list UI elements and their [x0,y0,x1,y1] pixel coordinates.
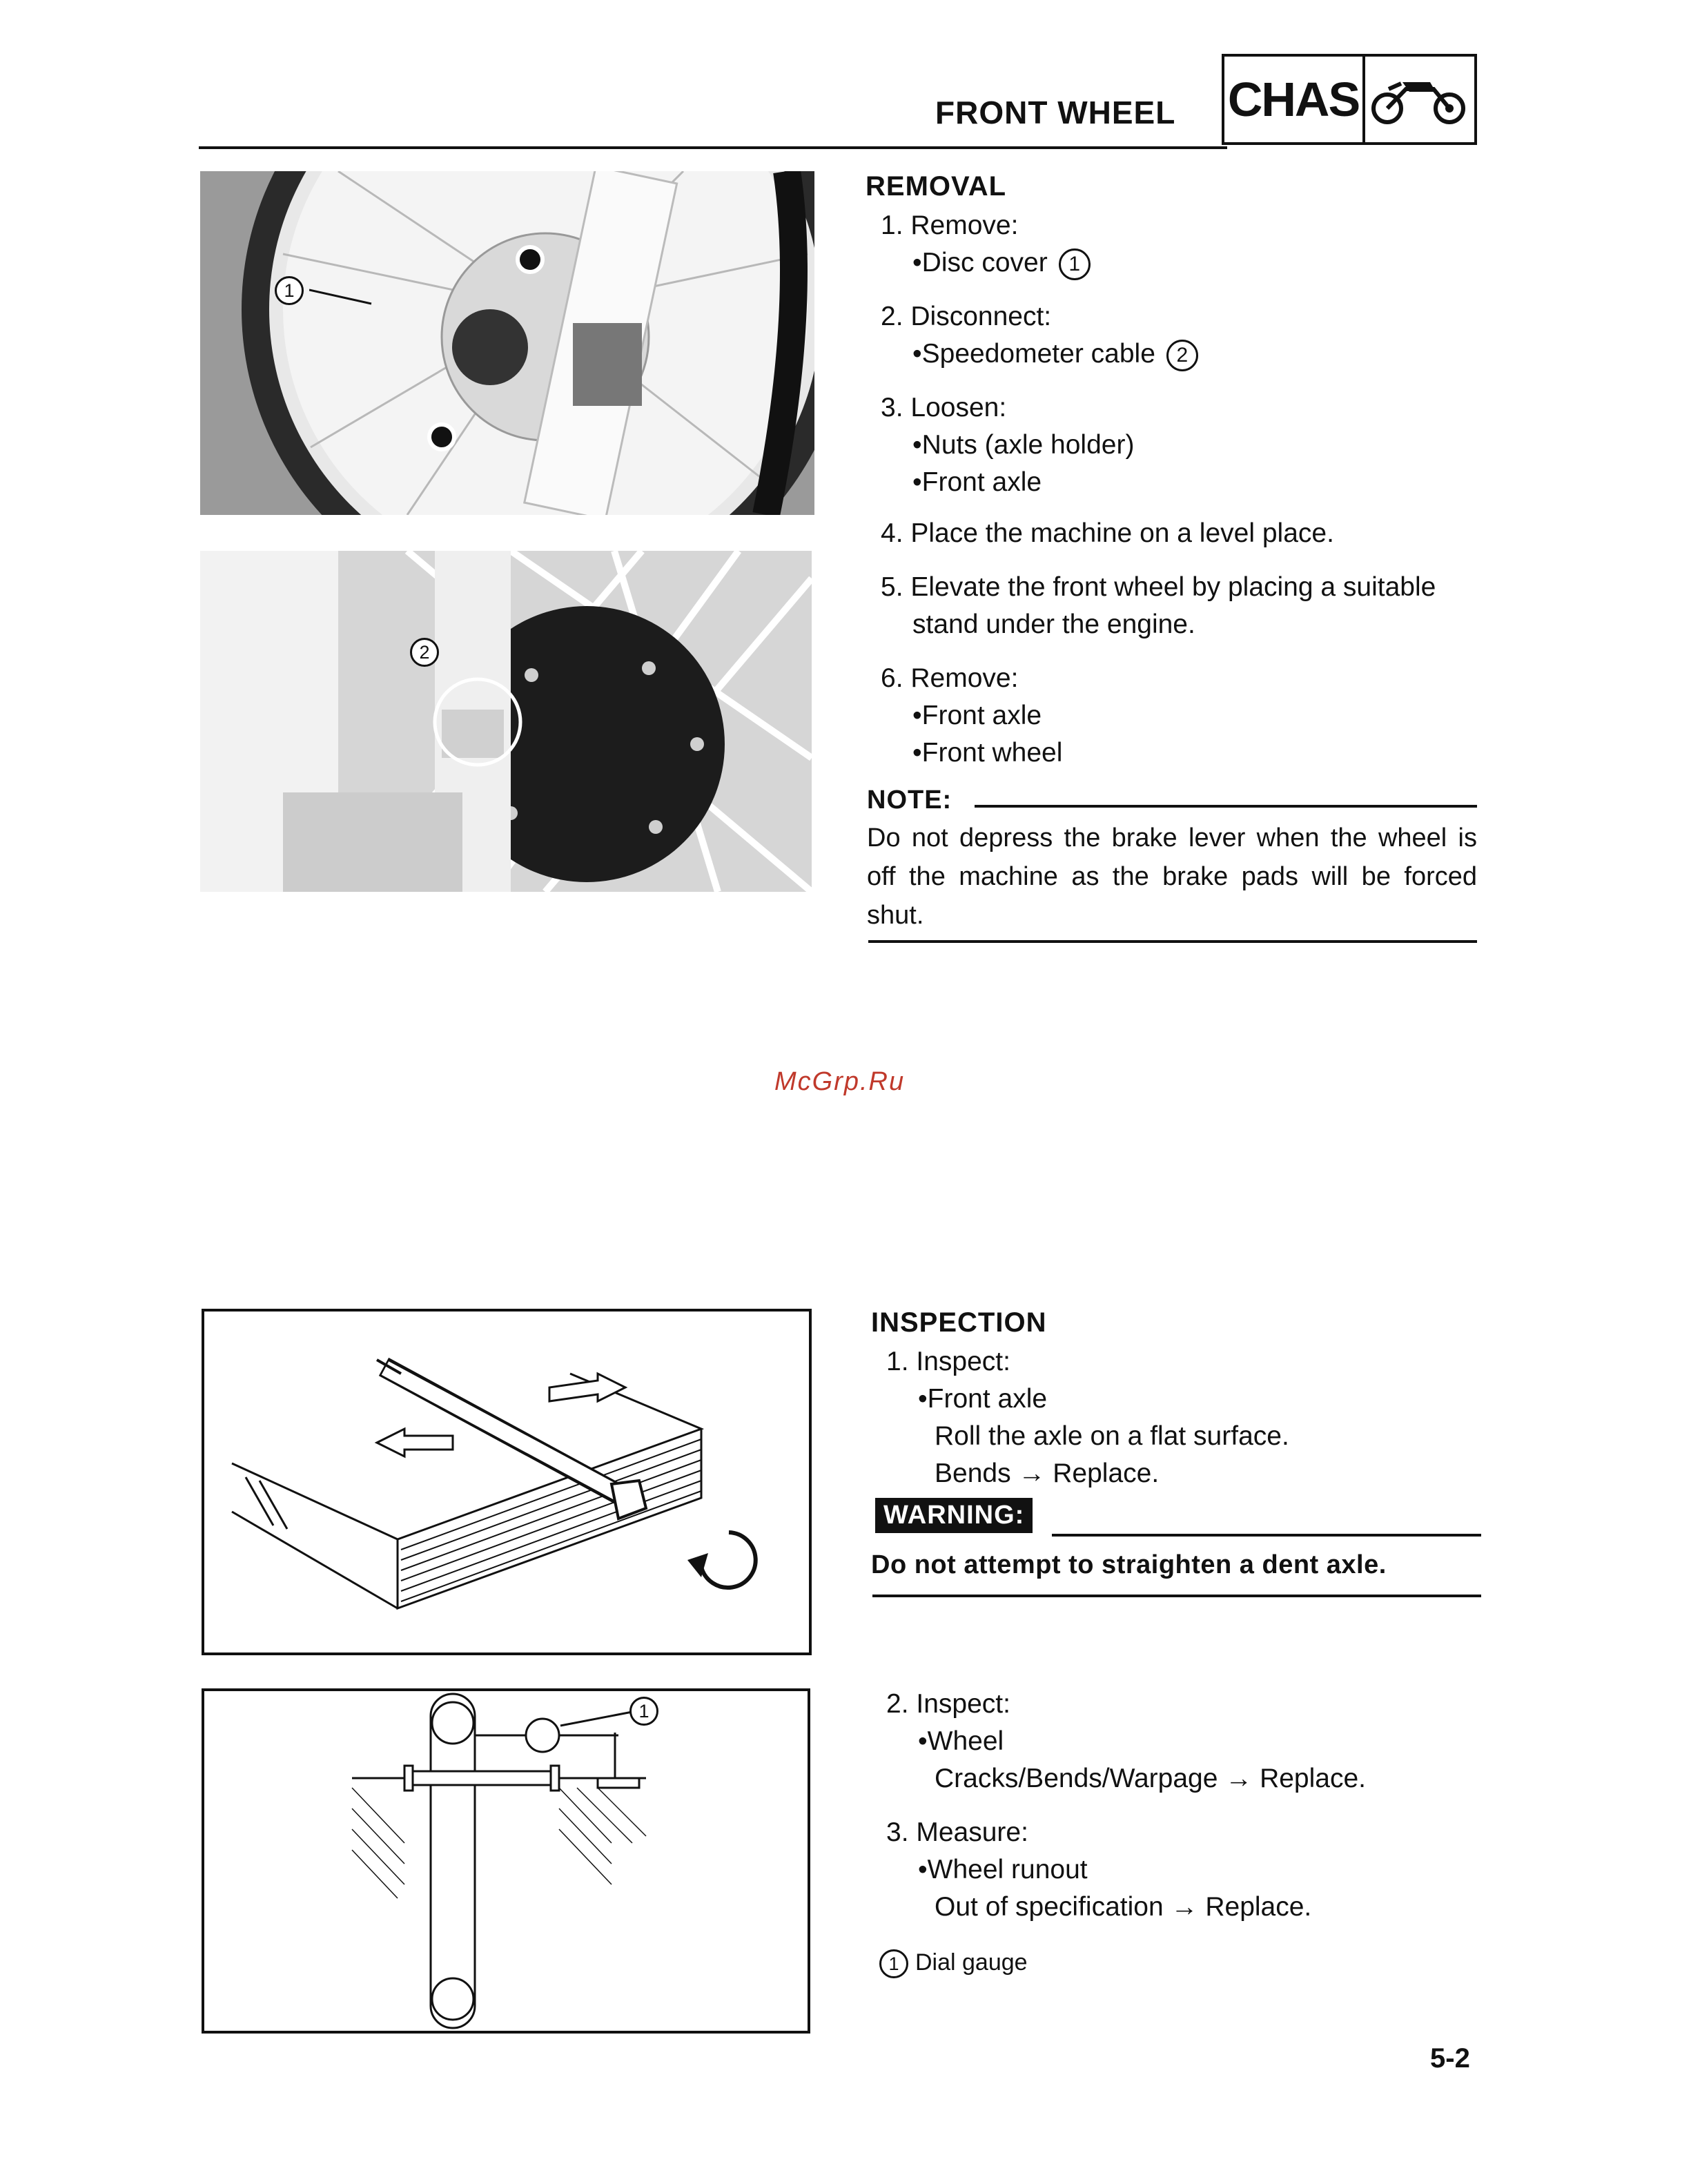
removal-step-4: 4. Place the machine on a level place. [881,518,1334,548]
photo-callout-1: 1 [275,276,311,305]
inspection-step-1-line1: Roll the axle on a flat surface. [935,1421,1289,1451]
callout-leader [309,282,378,309]
motorcycle-icon [1365,57,1474,142]
inspection-step-1: 1. Inspect: [886,1347,1010,1376]
section-label: CHAS [1224,57,1365,142]
watermark: McGrp.Ru [774,1067,906,1096]
note-label: NOTE: [867,786,952,815]
inspection-step-3-line: Out of specification → Replace. [935,1892,1312,1922]
inspection-step-3-item: •Wheel runout [918,1855,1088,1884]
page-number: 5-2 [1430,2043,1470,2074]
removal-step-5: 5. Elevate the front wheel by placing a suitable [881,572,1436,602]
removal-step-2: 2. Disconnect: [881,302,1052,331]
removal-step-3: 3. Loosen: [881,393,1007,422]
wheel-runout-diagram [202,1688,810,2034]
dial-callout-1: 1 [629,1697,665,1726]
inspection-heading: INSPECTION [871,1307,1047,1338]
note-rule-top [975,805,1477,808]
header-rule [199,146,1227,149]
section-badge [1222,54,1477,145]
removal-step-2-item: •Speedometer cable 2 [912,335,1198,373]
removal-heading: REMOVAL [866,171,1007,202]
inspection-step-1-line2: Bends → Replace. [935,1459,1160,1488]
removal-step-6: 6. Remove: [881,663,1019,693]
warning-text: Do not attempt to straighten a dent axle. [871,1550,1387,1579]
disc-cover-photo [200,171,814,515]
warning-label: WARNING: [875,1498,1033,1533]
inspection-step-2-line: Cracks/Bends/Warpage → Replace. [935,1764,1366,1793]
inspection-step-1-item: •Front axle [918,1384,1048,1414]
removal-step-1-item: •Disc cover 1 [912,244,1091,282]
warning-rule-top [1052,1534,1481,1537]
photo-callout-2: 2 [410,638,446,667]
removal-step-3-item-1: •Nuts (axle holder) [912,430,1135,460]
legend: 1 Dial gauge [879,1944,1028,1981]
removal-step-6-item-1: •Front axle [912,701,1042,730]
removal-step-1: 1. Remove: [881,211,1019,240]
removal-step-3-item-2: •Front axle [912,467,1042,497]
inspection-step-2: 2. Inspect: [886,1689,1010,1719]
removal-step-5-cont: stand under the engine. [912,610,1195,639]
warning-rule-bottom [872,1595,1481,1597]
removal-step-6-item-2: •Front wheel [912,738,1063,768]
note-text: Do not depress the brake lever when the wheel is off the machine as the brake pads will be forced shut. [867,823,1477,930]
axle-roll-diagram [202,1309,812,1655]
speedometer-cable-photo [200,551,812,892]
page-title: FRONT WHEEL [935,95,1176,130]
note-rule-bottom [868,940,1477,943]
inspection-step-2-item: •Wheel [918,1726,1004,1756]
inspection-step-3: 3. Measure: [886,1817,1028,1847]
